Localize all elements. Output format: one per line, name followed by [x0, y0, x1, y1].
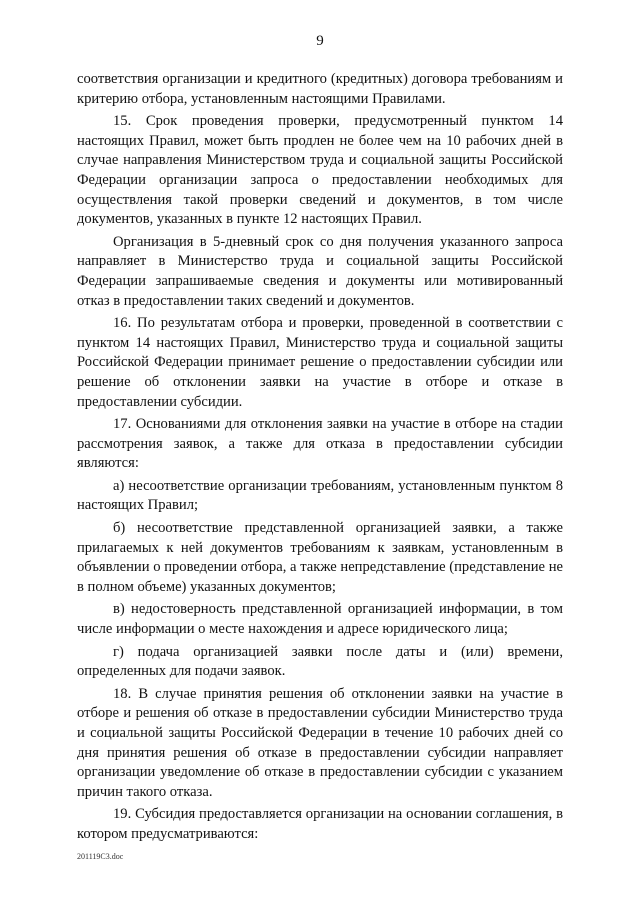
paragraph-18: 18. В случае принятия решения об отклонении заявки на участие в отборе и решения об отказе в предоставлении субсидии Министерство труда и социальной защиты Российской Федерации в течение 10 рабочих дней со дня принятия решения об отказе в предоставлении субсидии направляет организации уведомление об отказе в предоставлении субсидии с указанием причин такого отказа.: [77, 685, 563, 800]
paragraph-15-organization: Организация в 5-дневный срок со дня получения указанного запроса направляет в Министерство труда и социальной защиты Российской Федерации запрашиваемые сведения и документы или мотивированный отказ в предоставлении таких сведений и документов.: [77, 233, 563, 309]
document-body: [77, 70, 563, 848]
paragraph-17: 17. Основаниями для отклонения заявки на участие в отборе на стадии рассмотрения заявок, а также для отказа в предоставлении субсидии являются:: [77, 416, 563, 472]
footer-filename: 201119С3.doc: [77, 852, 124, 861]
page-number: 9: [316, 33, 324, 49]
paragraph-16: 16. По результатам отбора и проверки, проведенной в соответствии с пунктом 14 настоящих Правил, Министерство труда и социальной защиты Российской Федерации принимает решение о предоставлении субсидии или решение об отклонении заявки на участие в отборе и отказе в предоставлении субсидии.: [77, 315, 563, 410]
paragraph-17-g: г) подача организацией заявки после даты и (или) времени, определенных для подачи заявок.: [77, 643, 563, 680]
paragraph-17-v: в) недостоверность представленной организацией информации, в том числе информации о месте нахождения и адресе юридического лица;: [77, 601, 563, 638]
paragraph-continuation: соответствия организации и кредитного (кредитных) договора требованиям и критерию отбора, установленным настоящими Правилами.: [77, 71, 563, 107]
paragraph-17-a: а) несоответствие организации требованиям, установленным пунктом 8 настоящих Правил;: [77, 477, 563, 514]
paragraph-15: 15. Срок проведения проверки, предусмотренный пунктом 14 настоящих Правил, может быть продлен не более чем на 10 рабочих дней в случае направления Министерством труда и социальной защиты Российской Федерации организации запроса о предоставлении необходимых для осуществления такой проверки сведений и документов, в том числе документов, указанных в пункте 12 настоящих Правил.: [77, 113, 563, 228]
paragraph-17-b: б) несоответствие представленной организацией заявки, а также прилагаемых к ней документов требованиям к заявкам, установленным в объявлении о проведении отбора, а также непредставление (представление не в полном объеме) указанных документов;: [77, 520, 563, 595]
paragraph-19: 19. Субсидия предоставляется организации на основании соглашения, в котором предусматриваются:: [77, 806, 563, 842]
